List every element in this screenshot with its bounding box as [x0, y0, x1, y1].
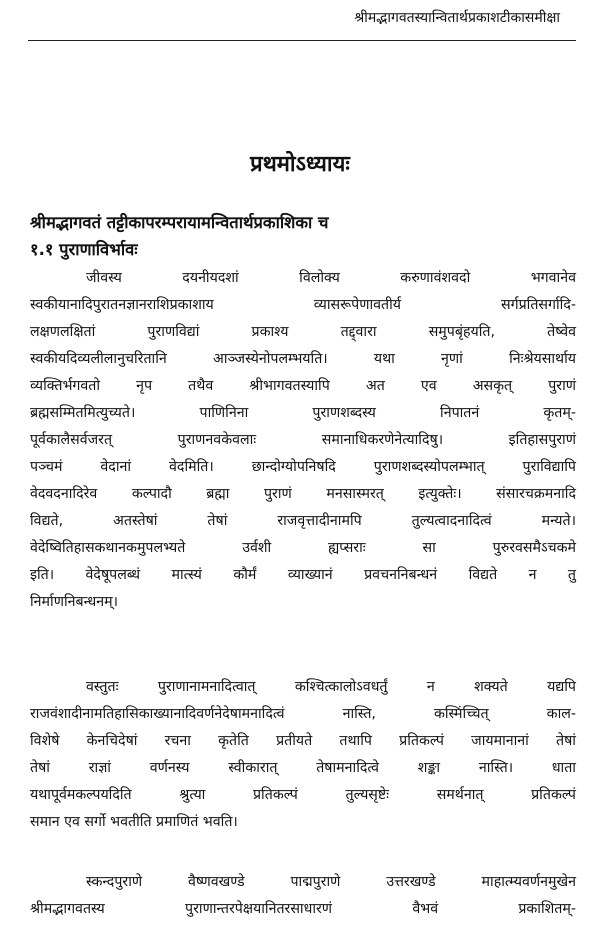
text-line: जीवस्य दयनीयदशां विलोक्य करुणावंशवदो भगवानेव: [86, 270, 576, 286]
text-line: तेषां राज्ञां वर्णनस्य स्वीकारात् तेषामनादित्वे शङ्का नास्ति। धाता: [30, 760, 576, 776]
text-line: विद्यते, अतस्तेषां तेषां राजवृत्तादीनामपि तुल्यत्वादनादित्वं मन्यते।: [30, 513, 576, 529]
text-line: स्वकीयदिव्यलीलानुचरितानि आञ्जस्येनोपलम्भयति। यथा नृणां निःश्रेयसार्थाय: [30, 351, 576, 367]
text-line: वेदेष्वितिहासकथानकमुपलभ्यते उर्वशी ह्यप्सराः सा पुरुरवसमैऽचकमे: [30, 540, 576, 556]
text-line: स्वकीयानादिपुरातनज्ञानराशिप्रकाशाय व्यासरूपेणावतीर्य सर्गप्रतिसर्गादि-: [30, 297, 576, 313]
text-line: निर्माणनिबन्धनम्।: [30, 594, 119, 610]
text-line: व्यक्तिर्भगवतो नृप तथैव श्रीभागवतस्यापि अत एव असकृत् पुराणं: [30, 378, 576, 394]
text-line: पञ्चमं वेदानां वेदमिति। छान्दोग्योपनिषदि पुराणशब्दस्योपलम्भात् पुराविद्यापि: [30, 459, 576, 475]
text-line: समान एव सर्गो भवतीति प्रमाणितं भवति।: [30, 814, 238, 830]
text-line: विशेषे केनचिदेषां रचना कृतेति प्रतीयते तथापि प्रतिकल्पं जायमानानां तेषां: [30, 733, 576, 749]
text-line: पूर्वकालैसर्वजरत् पुराणनवकेवलाः समानाधिकरणेनेत्यादिषु। इतिहासपुराणं: [30, 432, 576, 448]
section-heading: श्रीमद्भागवतं तट्टीकापरम्परायामन्वितार्थप्रकाशिका च: [30, 213, 329, 232]
text-line: वेदवदनादिरेव कल्पादौ ब्रह्मा पुराणं मनसास्मरत् इत्युक्तेः। संसारचक्रमनादि: [30, 486, 576, 502]
paragraph-3: [30, 869, 576, 923]
text-line: ब्रह्मसम्मितमित्युच्यते। पाणिनिना पुराणशब्दस्य निपातनं कृतम्-: [30, 405, 576, 421]
text-line: यथापूर्वमकल्पयदिति श्रुत्या प्रतिकल्पं तुल्यसृष्टेः समर्थनात् प्रतिकल्पं: [30, 787, 576, 803]
text-line: राजवंशादीनामतिहासिकाख्यानादिवर्णनेदेषामनादित्वं नास्ति, कस्मिंच्चित् काल-: [30, 706, 576, 722]
text-line: लक्षणलक्षितां पुराणविद्यां प्रकाश्य तद्द्वारा समुपबृंहयति, तेष्वेव: [30, 324, 576, 340]
text-line: इति। वेदेषूपलब्धं मात्स्यं कौर्मं व्याख्यानं प्रवचननिबन्धनं विद्यते न तु: [30, 567, 576, 583]
text-line: स्कन्दपुराणे वैष्णवखण्डे पाद्मपुराणे उत्तरखण्डे माहात्म्यवर्णनमुखेन: [86, 874, 576, 890]
paragraph-2: [30, 674, 576, 836]
chapter-title: प्रथमोऽध्यायः: [250, 152, 350, 177]
paragraph-1: [30, 265, 576, 616]
header-rule: [28, 40, 576, 41]
text-line: श्रीमद्भागवतस्य पुराणान्तरपेक्षयानितरसाधारणं वैभवं प्रकाशितम्-: [30, 901, 576, 917]
subsection-heading: १.१ पुराणाविर्भावः: [30, 240, 138, 259]
running-header: श्रीमद्भागवतस्यान्वितार्थप्रकाशटीकासमीक्षा: [354, 10, 560, 26]
text-line: वस्तुतः पुराणानामनादित्वात् कश्चित्कालोऽवधर्तुं न शक्यते यद्यपि: [86, 679, 576, 695]
